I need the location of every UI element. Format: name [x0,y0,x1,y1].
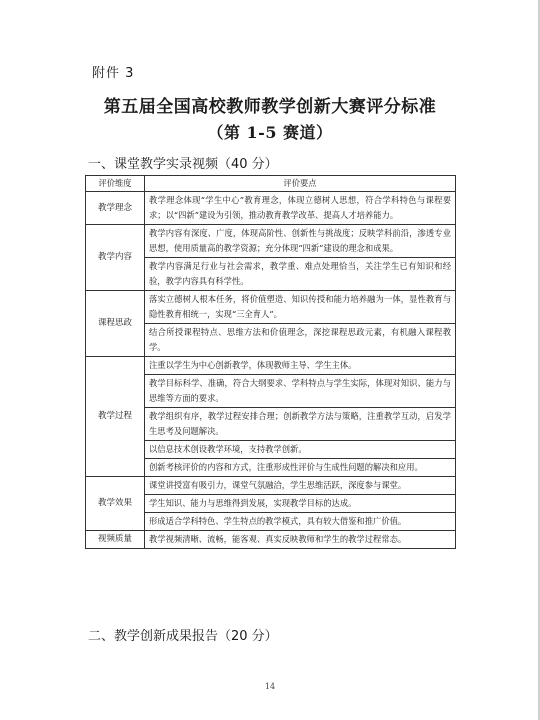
table-row [86,357,456,375]
criteria-cell: 教学组织有序，教学过程安排合理；创新教学方法与策略，注重教学互动，启发学生思考及问题解决。 [145,408,456,441]
criteria-cell: 注重以学生为中心创新教学，体现教师主导、学生主体。 [145,357,456,375]
table-header-row [86,176,456,192]
table-row [86,477,456,495]
section-heading-video: 一、课堂教学实录视频（40 分） [88,157,278,172]
dimension-cell: 教学过程 [86,357,145,477]
criteria-cell: 学生知识、能力与思维得到发展，实现教学目标的达成。 [145,495,456,513]
criteria-cell: 形成适合学科特色、学生特点的教学模式，具有较大借鉴和推广价值。 [145,513,456,531]
document-subtitle: （第 1-5 赛道） [207,123,333,142]
dimension-cell: 教学效果 [86,477,145,531]
header-dimension: 评价维度 [86,176,145,192]
criteria-cell: 教学内容满足行业与社会需求，教学重、难点处理恰当，关注学生已有知识和经验，教学内容具有科学性。 [145,258,456,291]
scoring-table [85,175,456,549]
table-row [86,192,456,225]
page-number: 14 [264,682,276,691]
dimension-cell: 课程思政 [86,291,145,357]
criteria-cell: 结合所授课程特点、思维方法和价值理念，深挖课程思政元素，有机融入课程教学。 [145,324,456,357]
criteria-cell: 教学理念体现“学生中心”教育理念，体现立德树人思想，符合学科特色与课程要求；以“四新”建设为引领，推动教育教学改革、提高人才培养能力。 [145,192,456,225]
table-row [86,291,456,324]
criteria-cell: 以信息技术创设教学环境，支持教学创新。 [145,441,456,459]
criteria-cell: 落实立德树人根本任务，将价值塑造、知识传授和能力培养融为一体，显性教育与隐性教育相统一，实现“三全育人”。 [145,291,456,324]
criteria-cell: 课堂讲授富有吸引力，课堂气氛融洽，学生思维活跃，深度参与课堂。 [145,477,456,495]
criteria-cell: 教学目标科学、准确，符合大纲要求、学科特点与学生实际，体现对知识、能力与思维等方面的要求。 [145,375,456,408]
dimension-cell: 教学内容 [86,225,145,291]
criteria-cell: 教学内容有深度、广度，体现高阶性、创新性与挑战度；反映学科前沿，渗透专业思想，使用质量高的教学资源；充分体现“四新”建设的理念和成果。 [145,225,456,258]
header-points: 评价要点 [145,176,456,192]
dimension-cell: 视频质量 [86,531,145,549]
table-row [86,531,456,549]
document-title: 第五届全国高校教师教学创新大赛评分标准 [103,97,437,117]
dimension-cell: 教学理念 [86,192,145,225]
section-heading-report: 二、教学创新成果报告（20 分） [88,629,278,644]
criteria-cell: 创新考核评价的内容和方式，注重形成性评价与生成性问题的解决和应用。 [145,459,456,477]
table-row [86,225,456,258]
criteria-cell: 教学视频清晰、流畅，能客观、真实反映教师和学生的教学过程常态。 [145,531,456,549]
annex-label: 附件 3 [92,66,135,81]
